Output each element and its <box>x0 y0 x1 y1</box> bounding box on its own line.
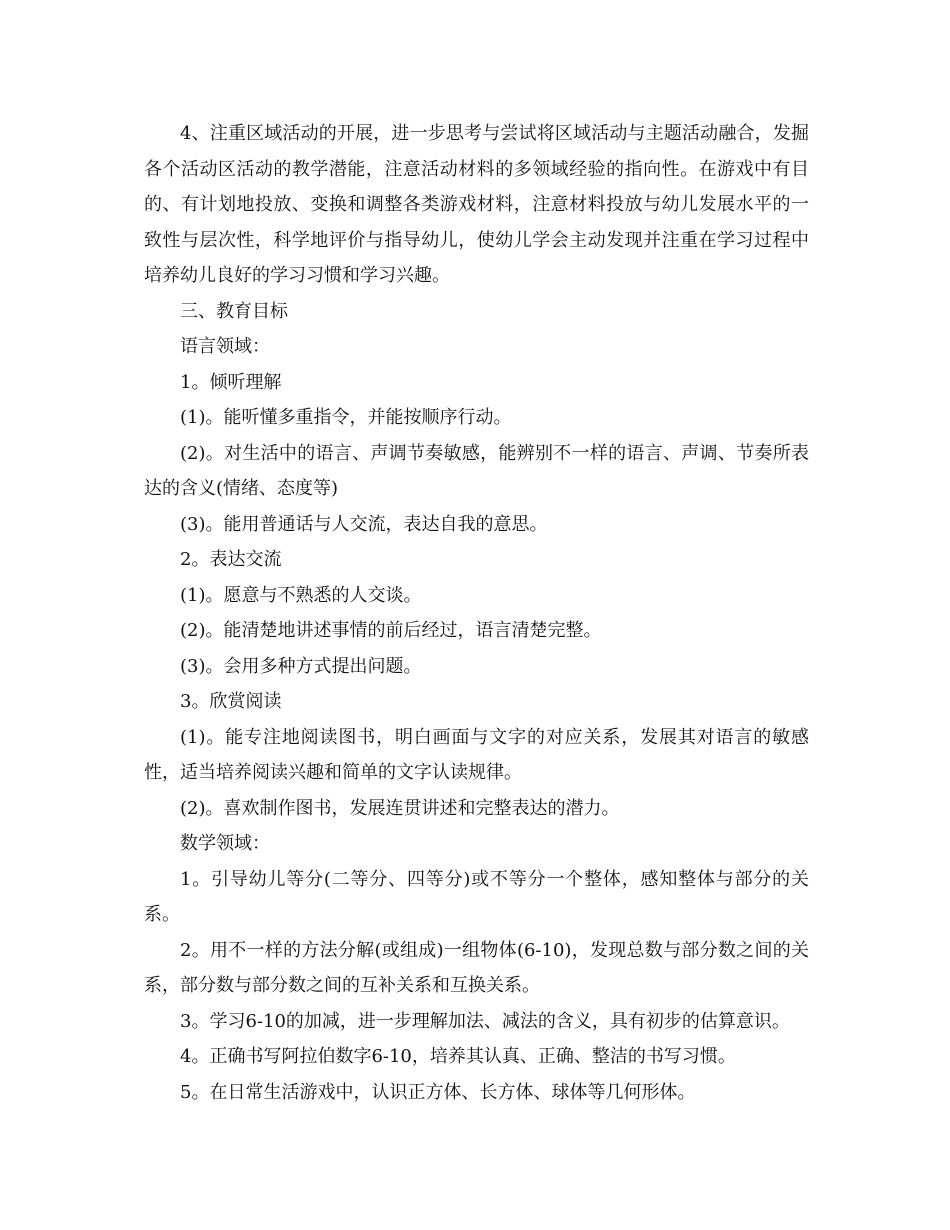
list-item: (3)。能用普通话与人交流，表达自我的意思。 <box>180 513 548 535</box>
document-body <box>144 116 809 1110</box>
list-item: (3)。会用多种方式提出问题。 <box>180 655 422 677</box>
list-item: 4。正确书写阿拉伯数字6-10，培养其认真、正确、整洁的书写习惯。 <box>180 1046 736 1067</box>
paragraph-area-activities: 4、注重区域活动的开展，进一步思考与尝试将区域活动与主题活动融合，发掘各个活动区活动的教学潜能，注意活动材料的多领域经验的指向性。在游戏中有目的、有计划地投放、变换和调整各类游戏材料，注意材料投放与幼儿发展水平的一致性与层次性，科学地评价与指导幼儿，使幼儿学会主动发现并注重在学习过程中培养幼儿良好的学习习惯和学习兴趣。 <box>144 123 809 286</box>
list-item: (1)。能听懂多重指令，并能按顺序行动。 <box>180 407 512 428</box>
subheading-reading: 3。欣赏阅读 <box>180 691 282 712</box>
list-item: 3。学习6-10的加减，进一步理解加法、减法的含义，具有初步的估算意识。 <box>180 1010 790 1032</box>
list-item: (1)。能专注地阅读图书，明白画面与文字的对应关系，发展其对语言的敏感性，适当培养阅读兴趣和简单的文字认读规律。 <box>144 726 809 783</box>
list-item: (2)。喜欢制作图书，发展连贯讲述和完整表达的潜力。 <box>180 797 620 819</box>
heading-language-domain: 语言领域： <box>180 336 270 357</box>
list-item: (2)。对生活中的语言、声调节奏敏感，能辨别不一样的语言、声调、节奏所表达的含义(情绪、态度等) <box>144 442 809 499</box>
list-item: (1)。愿意与不熟悉的人交谈。 <box>180 584 422 606</box>
list-item: 1。引导幼儿等分(二等分、四等分)或不等分一个整体，感知整体与部分的关系。 <box>144 868 809 925</box>
heading-education-goals: 三、教育目标 <box>180 300 288 322</box>
heading-math-domain: 数学领域： <box>180 833 270 854</box>
list-item: 5。在日常生活游戏中，认识正方体、长方体、球体等几何形体。 <box>180 1081 696 1103</box>
list-item: 2。用不一样的方法分解(或组成)一组物体(6-10)，发现总数与部分数之间的关系，部分数与部分数之间的互补关系和互换关系。 <box>144 939 809 996</box>
list-item: (2)。能清楚地讲述事情的前后经过，语言清楚完整。 <box>180 620 602 641</box>
subheading-expression: 2。表达交流 <box>180 549 282 570</box>
subheading-listening: 1。倾听理解 <box>180 371 282 393</box>
